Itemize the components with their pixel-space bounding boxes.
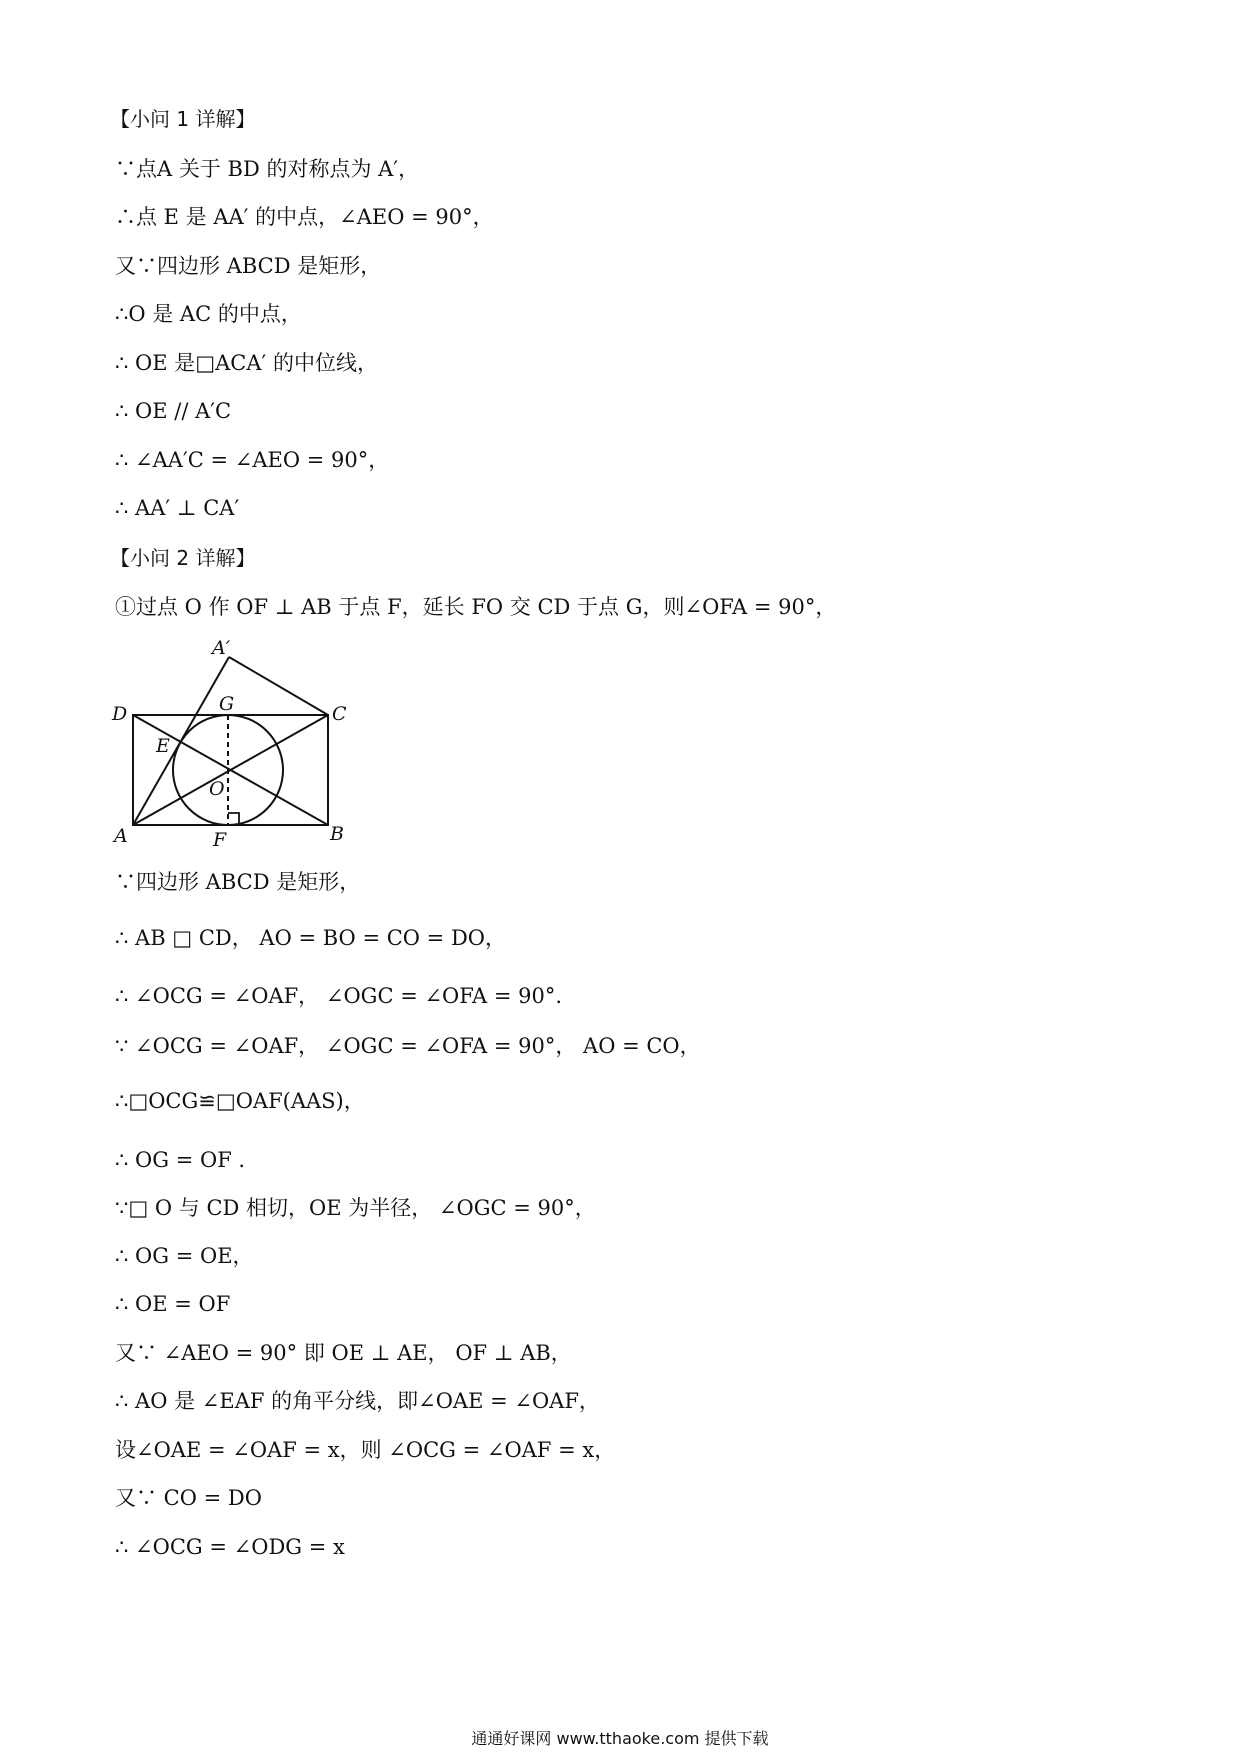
label-a-prime: A′ — [212, 640, 231, 659]
proof-line: ∴点 E 是 AA′ 的中点，∠AEO = 90°， — [115, 205, 494, 229]
label-a: A — [114, 825, 128, 847]
proof-line: ∵ ∠OCG = ∠OAF， ∠OGC = ∠OFA = 90°， AO = CO， — [115, 1034, 701, 1058]
proof-line: 设∠OAE = ∠OAF = x，则 ∠OCG = ∠OAF = x， — [115, 1438, 616, 1462]
geometry-figure — [108, 640, 368, 850]
proof-line: ∴ OG = OF . — [115, 1148, 246, 1172]
label-d: D — [112, 703, 128, 725]
proof-line: ①过点 O 作 OF ⊥ AB 于点 F，延长 FO 交 CD 于点 G，则∠OFA = 90°， — [115, 595, 837, 619]
proof-line: 又∵四边形 ABCD 是矩形， — [115, 254, 382, 278]
proof-line: 又∵ CO = DO — [115, 1486, 262, 1510]
proof-line: ∵点A 关于 BD 的对称点为 A′， — [115, 157, 420, 181]
label-e: E — [156, 735, 170, 757]
proof-line: ∴ AO 是 ∠EAF 的角平分线，即∠OAE = ∠OAF， — [115, 1389, 600, 1413]
label-g: G — [219, 693, 235, 715]
proof-line: ∴ ∠OCG = ∠ODG = x — [115, 1535, 345, 1559]
section-heading-part2: 【小问 2 详解】 — [110, 546, 256, 570]
section-heading-part1: 【小问 1 详解】 — [110, 107, 256, 131]
page-footer: 通通好课网 www.tthaoke.com 提供下载 — [471, 1729, 769, 1748]
proof-line: ∴ OE // A′C — [115, 399, 232, 423]
proof-line: ∴ OE 是□ACA′ 的中位线， — [115, 351, 378, 375]
proof-line: ∵□ O 与 CD 相切，OE 为半径， ∠OGC = 90°， — [115, 1196, 596, 1220]
line-aprime-c — [229, 657, 328, 715]
label-c: C — [332, 703, 347, 725]
proof-line: ∴ AB □ CD， AO = BO = CO = DO， — [115, 926, 507, 950]
label-o: O — [209, 778, 225, 800]
label-b: B — [330, 823, 344, 845]
proof-line: ∴ OG = OE， — [115, 1244, 254, 1268]
proof-line: ∴ ∠AA′C = ∠AEO = 90°， — [115, 448, 390, 472]
proof-line: ∴ ∠OCG = ∠OAF， ∠OGC = ∠OFA = 90°. — [115, 984, 563, 1008]
proof-line: ∴ AA′ ⊥ CA′ — [115, 496, 240, 520]
label-f: F — [213, 829, 227, 850]
proof-line: ∴O 是 AC 的中点， — [115, 302, 302, 326]
proof-line: ∴□OCG≌□OAF(AAS)， — [115, 1089, 365, 1113]
proof-line: 又∵ ∠AEO = 90° 即 OE ⊥ AE， OF ⊥ AB， — [115, 1341, 572, 1365]
proof-line: ∵四边形 ABCD 是矩形， — [115, 870, 361, 894]
proof-line: ∴ OE = OF — [115, 1292, 231, 1316]
